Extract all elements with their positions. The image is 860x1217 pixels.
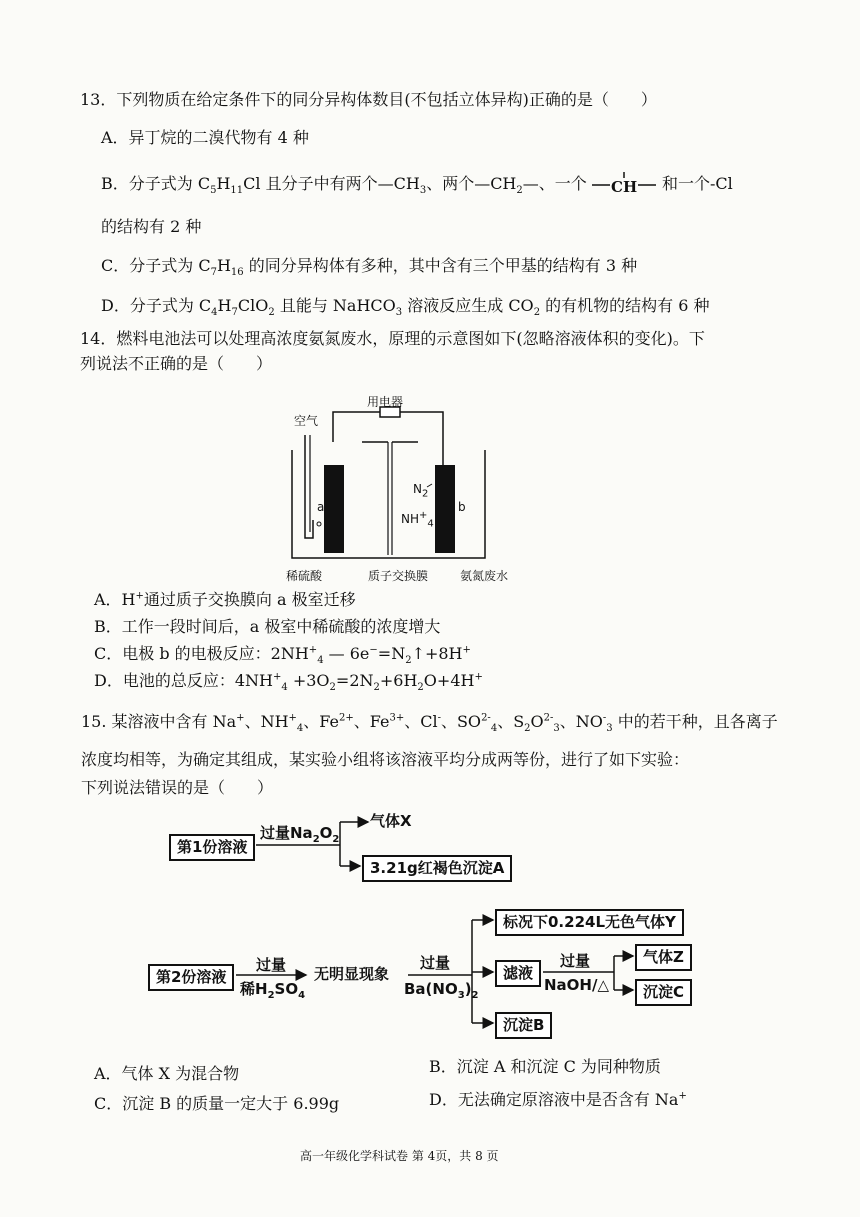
- excess-label-2: 过量: [420, 954, 451, 972]
- q14-option-c: C．电极 b 的电极反应：$2NH^+_4$ — $6e^-=N_2↑+8H^+$: [94, 644, 471, 667]
- q15-stem-3: 下列说法错误的是（ ）: [81, 778, 274, 797]
- q13-option-a: A．异丁烷的二溴代物有 4 种: [101, 128, 309, 147]
- precipitate-a-box: 3.21g红褐色沉淀A: [362, 855, 512, 882]
- q15-stem-1: 15. 某溶液中含有 Na+、$NH^+_4$、$Fe^{2+}$、$Fe^{3+}$、Cl-、$SO^{2-}_4$、$S_2O^{2-}_3$、$NO^-_3$ 中的若干种，且各离子: [81, 712, 778, 735]
- q14-stem-2: 列说法不正确的是（ ）: [80, 354, 273, 373]
- q14-option-b: B．工作一段时间后，a 极室中稀硫酸的浓度增大: [94, 617, 441, 636]
- dilute-h2so4-label: 稀$H_2SO_4$: [240, 980, 306, 1001]
- precipitate-c-box: 沉淀C: [635, 979, 692, 1006]
- air-label: 空气: [294, 414, 319, 428]
- membrane-label: 质子交换膜: [368, 569, 429, 583]
- q15-option-a: A．气体 X 为混合物: [94, 1064, 240, 1083]
- gas-z-box: 气体Z: [635, 944, 692, 971]
- q13-stem: 13．下列物质在给定条件下的同分异构体数目(不包括立体异构)正确的是（ ）: [80, 90, 657, 109]
- dilute-sulfuric-label: 稀硫酸: [286, 569, 323, 583]
- precipitate-b-box: 沉淀B: [495, 1012, 552, 1039]
- no-phenomenon-label: 无明显现象: [314, 965, 390, 983]
- wastewater-label: 氨氮废水: [460, 569, 509, 583]
- electrode-a-label: a: [317, 500, 325, 514]
- q13-option-d: D．分子式为 $C_4H_7ClO_2$ 且能与 NaHCO$_3$ 溶液反应生成 $CO_2$ 的有机物的结构有 6 种: [101, 296, 710, 319]
- page-footer: 高一年级化学科试卷 第 4页，共 8 页: [300, 1149, 499, 1163]
- nh4-label: $NH^+_4$: [401, 510, 434, 530]
- gas-y-box: 标况下0.224L无色气体Y: [495, 909, 684, 936]
- excess-label-1: 过量: [256, 956, 287, 974]
- part1-solution-box: 第1份溶液: [169, 834, 255, 861]
- q15-option-d: D．无法确定原溶液中是否含有 Na+: [429, 1090, 687, 1109]
- q14-option-d: D．电池的总反应：$4NH^+_4 +3O_2=2N_2+6H_2O+4H^+$: [94, 671, 483, 694]
- naoh-label: NaOH/△: [544, 976, 609, 994]
- gas-x-label: 气体X: [370, 812, 412, 830]
- q14-option-a: A．H+通过质子交换膜向 a 极室迁移: [94, 590, 356, 609]
- q13-option-b-cont: 的结构有 2 种: [101, 217, 202, 236]
- excess-na2o2-label: 过量$Na_2O_2$: [260, 824, 340, 845]
- bano3-label: $Ba(NO_3)_2$: [404, 980, 479, 1001]
- q13-option-b-end: 和一个-Cl: [662, 174, 733, 193]
- electrode-b-label: b: [458, 500, 466, 514]
- q15-option-b: B．沉淀 A 和沉淀 C 为同种物质: [429, 1057, 661, 1076]
- q13-option-c: C．分子式为 $C_7H_{16}$ 的同分异构体有多种，其中含有三个甲基的结构有 3 种: [101, 256, 638, 279]
- q15-stem-2: 浓度均相等，为确定其组成，某实验小组将该溶液平均分成两等份，进行了如下实验：: [81, 750, 690, 769]
- device-label: 用电器: [367, 395, 404, 409]
- q14-stem-1: 14．燃料电池法可以处理高浓度氨氮废水，原理的示意图如下(忽略溶液体积的变化)。下: [80, 329, 705, 348]
- q13-option-b: B．分子式为 $C_5H_{11}Cl$ 且分子中有两个$—CH_3$、两个$—CH_2—$、一个: [101, 174, 587, 197]
- excess-label-3: 过量: [560, 952, 591, 970]
- q13-ch-group: CH: [611, 178, 638, 196]
- filtrate-box: 滤液: [495, 960, 541, 987]
- q15-option-c: C．沉淀 B 的质量一定大于 6.99g: [94, 1094, 340, 1113]
- n2-label: $N_2$: [413, 482, 429, 500]
- part2-solution-box: 第2份溶液: [148, 964, 234, 991]
